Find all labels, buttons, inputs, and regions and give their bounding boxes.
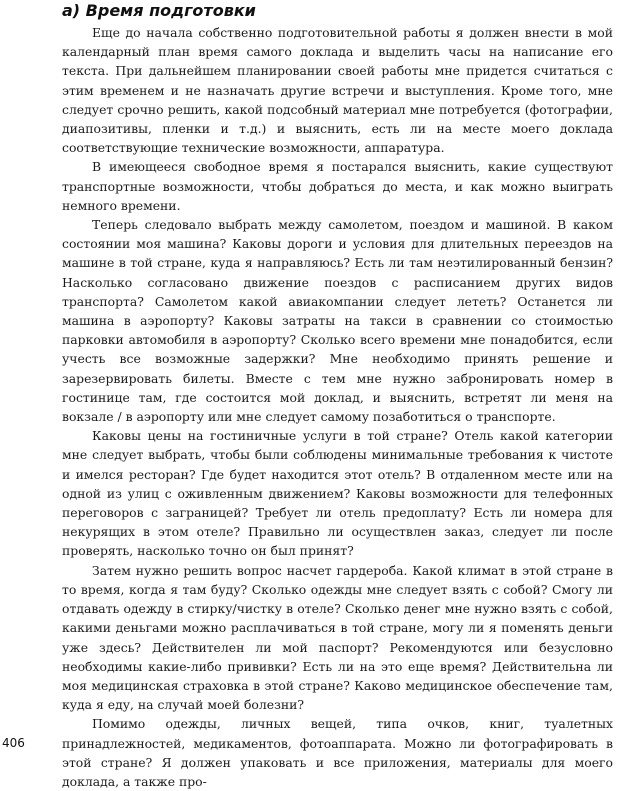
paragraph-6: Помимо одежды, личных вещей, типа очков, книг, туалетных принадлежностей, медикаментов, фотоаппарата. Можно ли фотографировать в этой стране? Я должен упаковать и все приложения, материалы для моего доклада, а также про-	[62, 716, 613, 789]
section-heading: а) Время подготовки	[62, 1, 256, 20]
paragraph-1: Еще до начала собственно подготовительной работы я должен внести в мой календарный план время самого доклада и выделить часы на написание его текста. При дальнейшем планировании своей работы мне придется считаться с этим временем и не назначать другие встречи и выступления. Кроме того, мне следует срочно решить, какой подсобный материал мне потребуется (фотографии, диапозитивы, пленки и т.д.) и выяснить, есть ли на месте моего доклада соответствующие технические возможности, аппаратура.	[62, 25, 613, 156]
paragraph-3: Теперь следовало выбрать между самолетом, поездом и машиной. В каком состоянии моя машина? Каковы дороги и условия для длительных переездов на машине в той стране, куда я направляюсь? Есть ли там неэтилированный бензин? Насколько согласовано движение поездов с расписанием других видов транспорта? Самолетом какой авиакомпании следует лететь? Останется ли машина в аэропорту? Каковы затраты на такси в сравнении со стоимостью парковки автомобиля в аэропорту? Сколько всего времени мне понадобится, если учесть все возможные задержки? Мне необходимо принять решение и зарезервировать билеты. Вместе с тем мне нужно забронировать номер в гостинице там, где состоится мой доклад, и выяснить, встретят ли меня на вокзале / в аэропорту или мне следует самому позаботиться о транспорте.	[62, 217, 613, 425]
paragraph-2: В имеющееся свободное время я постарался выяснить, какие существуют транспортные возможности, чтобы добраться до места, и как можно выиграть немного времени.	[62, 159, 613, 213]
page-number: 406	[2, 736, 25, 750]
paragraph-5: Затем нужно решить вопрос насчет гардероба. Какой климат в этой стране в то время, когда я там буду? Сколько одежды мне следует взять с собой? Смогу ли отдавать одежду в стирку/чистку в отеле? Сколько денег мне нужно взять с собой, какими деньгами можно расплачиваться в той стране, могу ли я поменять деньги уже здесь? Действителен ли мой паспорт? Рекомендуются или безусловно необходимы какие-либо прививки? Есть ли на это еще время? Действительна ли моя медицинская страховка в этой стране? Каково медицинское обеспечение там, куда я еду, на случай моей болезни?	[62, 562, 613, 713]
paragraph-4: Каковы цены на гостиничные услуги в той стране? Отель какой категории мне следует выбрать, чтобы были соблюдены минимальные требования к чистоте и имелся ресторан? Где будет находится этот отель? В отдаленном месте или на одной из улиц с оживленным движением? Каковы возможности для телефонных переговоров с заграницей? Требует ли отель предоплату? Есть ли номера для некурящих в этом отеле? Правильно ли осуществлен заказ, следует ли после проверять, насколько точно он был принят?	[62, 428, 613, 559]
body-text	[62, 23, 613, 791]
